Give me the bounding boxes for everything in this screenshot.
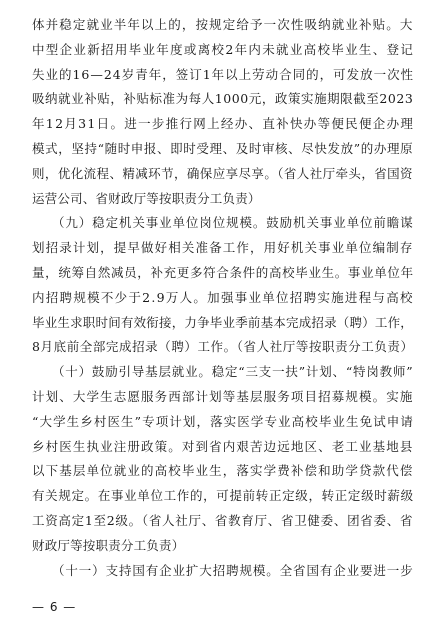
text-line: 工资高定1至2级。（省人社厅、省教育厅、省卫健委、团省委、省: [32, 513, 414, 528]
text-line: （十）鼓励引导基层就业。稳定“三支一扶”计划、“特岗教师”: [52, 364, 414, 380]
text-line: 以下基层单位就业的高校毕业生，落实学费补偿和助学贷款代偿: [32, 463, 414, 479]
text-line: 运营公司、省财政厅等按职责分工负责）: [32, 190, 261, 206]
text-line: 8月底前全部完成招录（聘）工作。（省人社厅等按职责分工负责）: [32, 339, 414, 355]
page-number: — 6 —: [32, 600, 77, 614]
text-line: 模式，坚持“随时申报、即时受理、及时审核、尽快发放”的办理原: [32, 141, 414, 156]
text-line: 有关规定。在事业单位工作的，可提前转正定级，转正定级时薪级: [32, 488, 414, 504]
text-line: 年12月31日。进一步推行网上经办、直补快办等便民便企办理: [32, 116, 415, 132]
text-line: 毕业生求职时间有效衔接，力争毕业季前基本完成招录（聘）工作，: [32, 314, 414, 330]
text-line: 体并稳定就业半年以上的，按规定给予一次性吸纳就业补贴。大: [32, 17, 414, 32]
text-line: （十一）支持国有企业扩大招聘规模。全省国有企业要进一步: [52, 562, 414, 578]
text-line: 财政厅等按职责分工负责）: [32, 537, 185, 553]
text-line: 乡村医生执业注册政策。对到省内艰苦边远地区、老工业基地县: [32, 438, 414, 454]
text-line: （九）稳定机关事业单位岗位规模。鼓励机关事业单位前瞻谋: [52, 215, 414, 231]
text-line: 中型企业新招用毕业年度或离校2年内未就业高校毕业生、登记: [32, 41, 415, 57]
text-line: 失业的16—24岁青年，签订1年以上劳动合同的，可发放一次性: [32, 66, 415, 82]
text-line: 吸纳就业补贴，补贴标准为每人1000元，政策实施期限截至2023: [32, 91, 414, 107]
text-line: 计划、大学生志愿服务西部计划等基层服务项目招募规模。实施: [32, 389, 414, 404]
text-line: “大学生乡村医生”专项计划，落实医学专业高校毕业生免试申请: [32, 413, 414, 429]
text-line: 内招聘规模不少于2.9万人。加强事业单位招聘实施进程与高校: [32, 289, 414, 305]
text-line: 划招录计划，提早做好相关准备工作，用好机关事业单位编制存: [32, 240, 414, 256]
text-line: 则，优化流程、精减环节，确保应享尽享。（省人社厅牵头，省国资: [32, 165, 413, 181]
text-line: 量，统筹自然减员，补充更多符合条件的高校毕业生。事业单位年: [32, 265, 414, 280]
